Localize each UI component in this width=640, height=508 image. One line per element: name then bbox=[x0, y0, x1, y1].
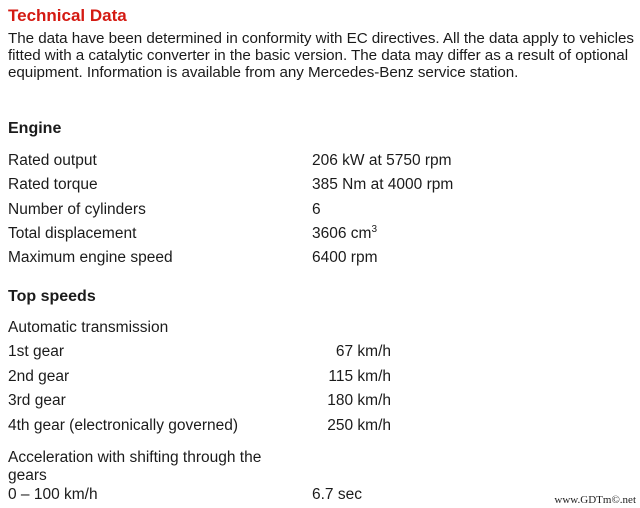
row-label: Rated output bbox=[8, 152, 97, 169]
engine-row-rated-output bbox=[8, 152, 608, 170]
row-value: 6400 rpm bbox=[312, 249, 378, 266]
engine-heading: Engine bbox=[8, 120, 62, 137]
speed-row-1st-gear bbox=[8, 343, 608, 361]
row-label: 1st gear bbox=[8, 343, 65, 360]
row-label: Rated torque bbox=[8, 176, 98, 193]
acceleration-label: Acceleration with shifting through the gears bbox=[8, 449, 262, 484]
row-value bbox=[312, 225, 377, 243]
displacement-superscript: 3 bbox=[371, 224, 378, 235]
intro-paragraph: The data have been determined in conformity with EC directives. All the data apply to vehicles fitted with a catalytic converter in the basic version. The data may differ as a result of optional equipment. Information is available from any Mercedes-Benz service station. bbox=[8, 30, 634, 81]
row-label: 0 – 100 km/h bbox=[8, 486, 98, 503]
row-label: Maximum engine speed bbox=[8, 249, 173, 266]
top-speeds-heading: Top speeds bbox=[8, 288, 96, 305]
speed-row-3rd-gear bbox=[8, 392, 608, 410]
engine-row-max-speed bbox=[8, 249, 608, 267]
row-value: 385 Nm at 4000 rpm bbox=[312, 176, 454, 193]
engine-row-displacement bbox=[8, 225, 608, 243]
row-value: 250 km/h bbox=[327, 417, 391, 434]
speed-row-4th-gear bbox=[8, 417, 608, 435]
row-label: 4th gear (electronically governed) bbox=[8, 417, 239, 434]
watermark-text: www.GDTm©.net bbox=[554, 494, 636, 506]
acceleration-row bbox=[8, 486, 608, 504]
displacement-value: 3606 cm bbox=[312, 225, 372, 242]
engine-row-rated-torque bbox=[8, 176, 608, 194]
row-label: 3rd gear bbox=[8, 392, 66, 409]
transmission-label: Automatic transmission bbox=[8, 319, 169, 336]
row-label: Total displacement bbox=[8, 225, 137, 242]
row-value: 67 km/h bbox=[335, 343, 391, 360]
row-value: 206 kW at 5750 rpm bbox=[312, 152, 452, 169]
engine-row-cylinders bbox=[8, 201, 608, 219]
row-value: 180 km/h bbox=[327, 392, 391, 409]
page-title: Technical Data bbox=[8, 6, 127, 25]
row-label: 2nd gear bbox=[8, 368, 70, 385]
row-value: 115 km/h bbox=[328, 368, 391, 385]
row-label: Number of cylinders bbox=[8, 201, 146, 218]
row-value: 6.7 sec bbox=[312, 486, 362, 503]
speed-row-2nd-gear bbox=[8, 368, 608, 386]
row-value: 6 bbox=[312, 201, 321, 218]
